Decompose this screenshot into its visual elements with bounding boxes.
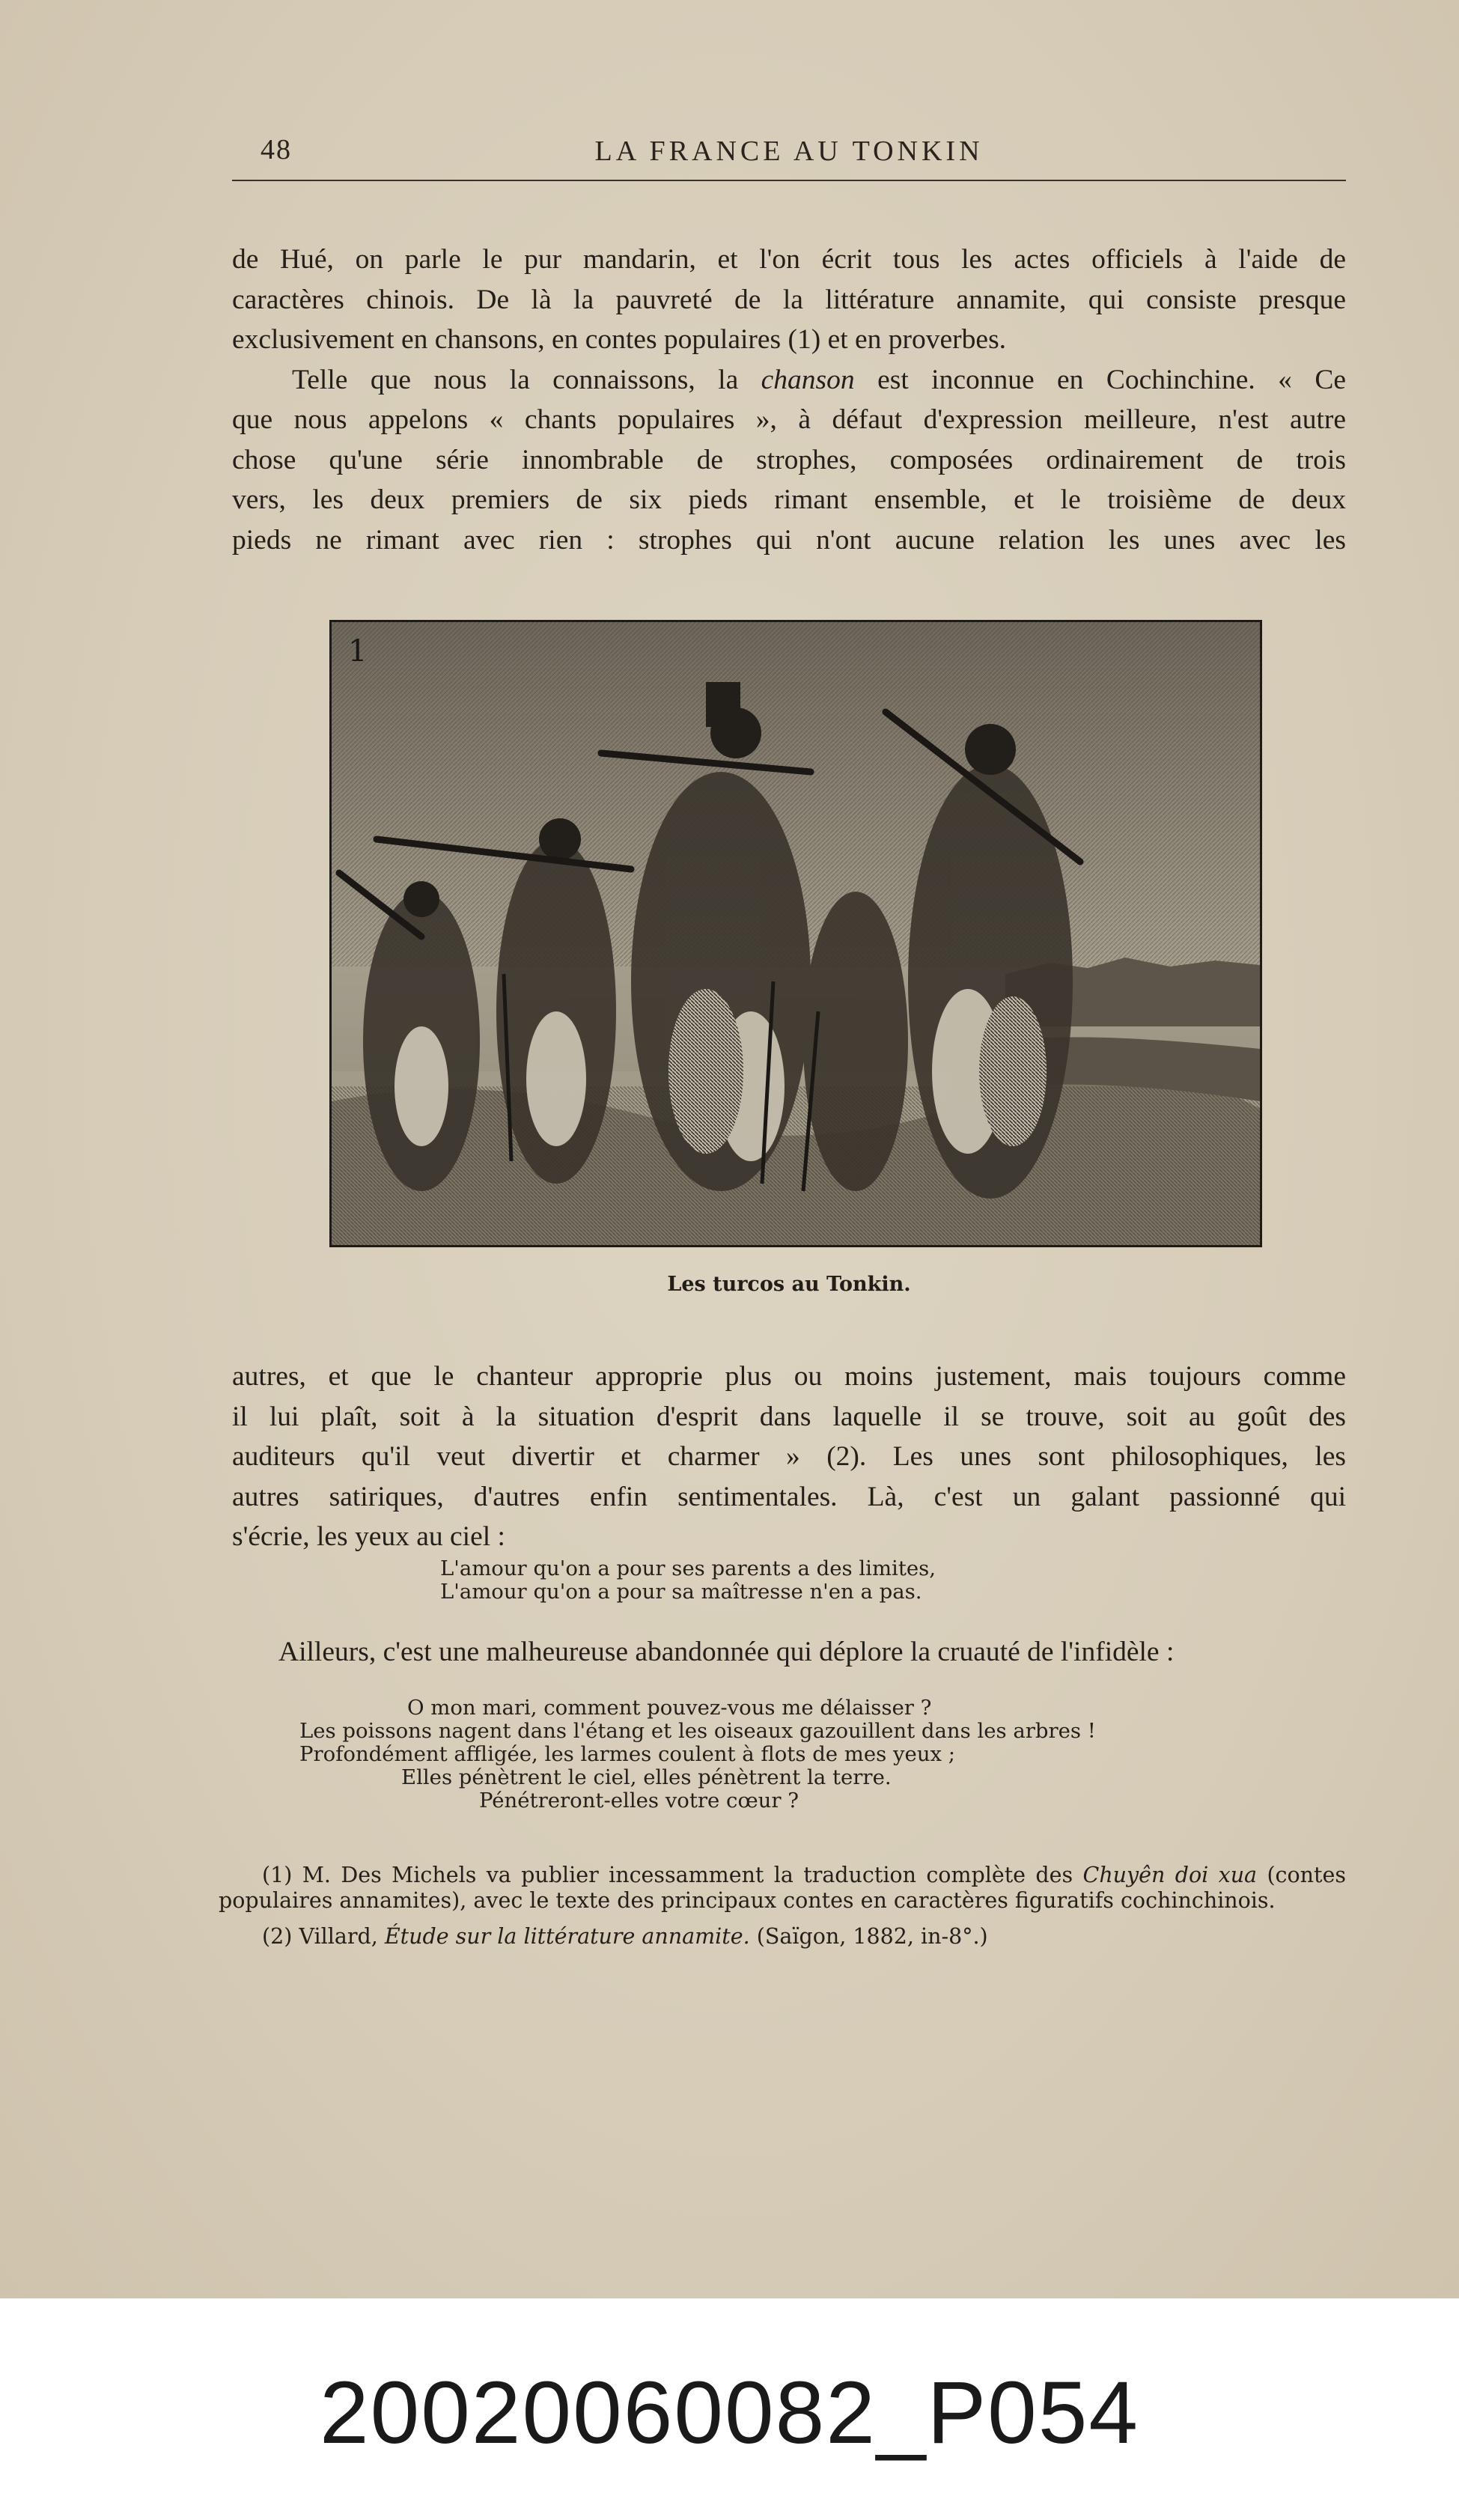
verse-line: Profondément affligée, les larmes coulent à flots de mes yeux ; xyxy=(299,1742,956,1766)
footnote-italic: Étude sur la littérature annamite. xyxy=(384,1924,750,1949)
text-line: pieds ne rimant avec rien : strophes qui n'ont aucune relation les unes avec les xyxy=(232,524,1346,556)
body-text-top xyxy=(232,240,1346,560)
verse-line: L'amour qu'on a pour sa maîtresse n'en a pas. xyxy=(440,1580,922,1604)
text-line: autres satiriques, d'autres enfin sentimentales. Là, c'est un galant passionné qui xyxy=(232,1481,1346,1512)
page-header xyxy=(232,133,1346,181)
body-text-middle xyxy=(232,1357,1346,1557)
archive-id-label: 20020060082_P054 xyxy=(319,2364,1140,2462)
verse-line: Pénétreront-elles votre cœur ? xyxy=(479,1789,799,1813)
svg-text:1: 1 xyxy=(348,634,368,669)
verse-line: Elles pénètrent le ciel, elles pénètrent la terre. xyxy=(401,1765,892,1789)
running-title: LA FRANCE AU TONKIN xyxy=(594,136,984,167)
text-line: il lui plaît, soit à la situation d'esprit dans laquelle il se trouve, soit au goût des xyxy=(232,1401,1346,1432)
footnote-text: (Saïgon, 1882, in-8°.) xyxy=(749,1924,988,1949)
footnote-text: (contes populaires annamites), avec le texte des principaux contes en caractères figuratifs cochinchinois. xyxy=(219,1863,1346,1913)
footnote-text: (1) M. Des Michels va publier incessamment la traduction complète des xyxy=(262,1863,1083,1887)
text-line: chose qu'une série innombrable de strophes, composées ordinairement de trois xyxy=(232,444,1346,475)
engraving-turcos-marching-image xyxy=(332,622,1260,1245)
text-line: autres, et que le chanteur approprie plus ou moins justement, mais toujours comme xyxy=(232,1361,1346,1392)
footnotes xyxy=(219,1863,1346,1960)
page-number: 48 xyxy=(261,134,292,165)
italic-word: chanson xyxy=(761,364,855,395)
figure-caption: Les turcos au Tonkin. xyxy=(667,1273,911,1296)
text-line: que nous appelons « chants populaires », à défaut d'expression meilleure, n'est autre xyxy=(232,404,1346,435)
footnote-1 xyxy=(219,1863,1346,1914)
text-line: vers, les deux premiers de six pieds rimant ensemble, et le troisième de deux xyxy=(232,484,1346,515)
verse-line: O mon mari, comment pouvez-vous me délaisser ? xyxy=(407,1696,932,1720)
text-line: auditeurs qu'il veut divertir et charmer » (2). Les unes sont philosophiques, les xyxy=(232,1441,1346,1472)
verse-block-2 xyxy=(299,1696,1096,1813)
verse-line: L'amour qu'on a pour ses parents a des limites, xyxy=(440,1556,936,1580)
text-line: de Hué, on parle le pur mandarin, et l'on écrit tous les actes officiels à l'aide de xyxy=(232,244,1346,275)
text-line xyxy=(232,360,1346,401)
engraving-illustration xyxy=(329,620,1262,1247)
verse-block-1 xyxy=(440,1557,936,1604)
footnote-2 xyxy=(219,1924,1346,1950)
footnote-italic: Chuyên doi xua xyxy=(1082,1863,1258,1887)
body-text-ailleurs: Ailleurs, c'est une malheureuse abandonnée qui déplore la cruauté de l'infidèle : xyxy=(278,1637,1175,1667)
text-span: Telle que nous la connaissons, la xyxy=(292,364,761,395)
footnote-text: (2) Villard, xyxy=(262,1924,385,1949)
text-line: exclusivement en chansons, en contes populaires (1) et en proverbes. xyxy=(232,324,1007,355)
verse-line: Les poissons nagent dans l'étang et les oiseaux gazouillent dans les arbres ! xyxy=(299,1719,1096,1743)
text-line: s'écrie, les yeux au ciel : xyxy=(232,1521,505,1552)
text-span: est inconnue en Cochinchine. « Ce xyxy=(854,364,1346,395)
text-line: caractères chinois. De là la pauvreté de la littérature annamite, qui consiste presque xyxy=(232,284,1346,315)
